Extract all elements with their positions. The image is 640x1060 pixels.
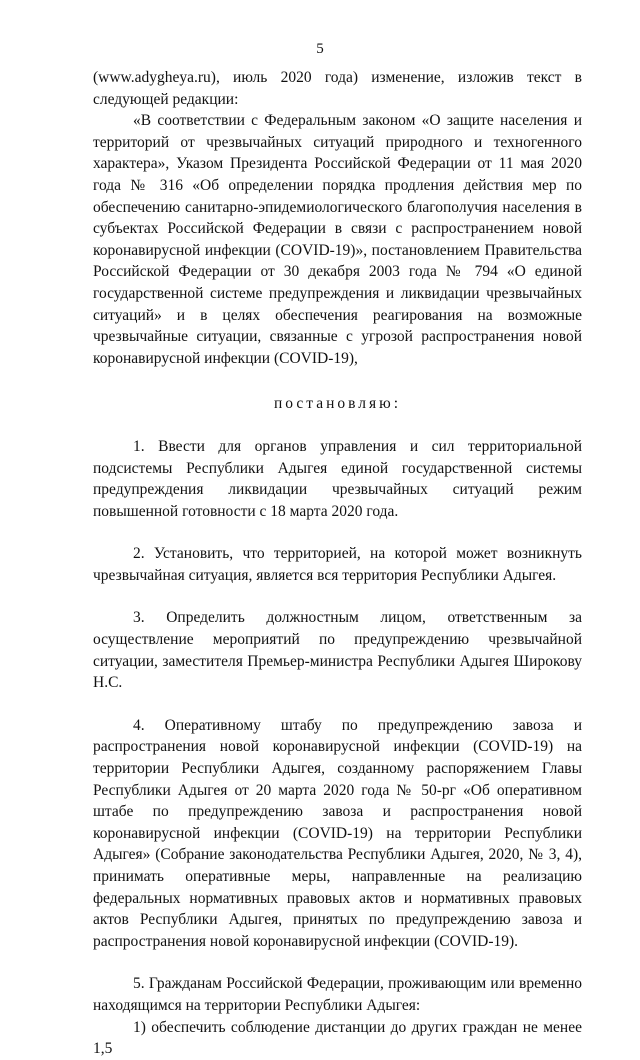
- paragraph-item-5-1: 1) обеспечить соблюдение дистанции до других граждан не менее 1,5: [93, 1018, 582, 1058]
- paragraph-intro: (www.adygheya.ru), июль 2020 года) изменение, изложив текст в следующей редакции:: [93, 69, 582, 108]
- page-number: 5: [316, 41, 324, 57]
- paragraph-item-2: 2. Установить, что территорией, на которой может возникнуть чрезвычайная ситуация, является вся территория Республики Адыгея.: [93, 545, 582, 584]
- paragraph-preamble: «В соответствии с Федеральным законом «О защите населения и территорий от чрезвычайных ситуаций природного и техногенного характера», Указом Президента Российской Федерации от 11 мая 2020 года № 316 «Об определении порядка продления действия мер по обеспечению санитарно-эпидемиологического благополучия населения в субъектах Российской Федерации в связи с распространением новой коронавирусной инфекции (COVID-19)», постановлением Правительства Российской Федерации от 30 декабря 2003 года № 794 «О единой государственной системе предупреждения и ликвидации чрезвычайных ситуаций» и в целях обеспечения реагирования на возможные чрезвычайные ситуации, связанные с угрозой распространения новой коронавирусной инфекции (COVID-19),: [93, 112, 582, 367]
- paragraph-item-1: 1. Ввести для органов управления и сил территориальной подсистемы Республики Адыгея единой государственной системы предупреждения ликвидации чрезвычайных ситуаций режим повышенной готовности с 18 марта 2020 года.: [93, 437, 582, 520]
- paragraph-item-4: 4. Оперативному штабу по предупреждению завоза и распространения новой коронавирусной инфекции (COVID-19) на территории Республики Адыгея, созданному распоряжением Главы Республики Адыгея от 20 марта 2020 года № 50-рг «Об оперативном штабе по предупреждению завоза и распространения новой коронавирусной инфекции (COVID-19) на территории Республики Адыгея» (Собрание законодательства Республики Адыгея, 2020, № 3, 4), принимать оперативные меры, направленные на реализацию федеральных нормативных правовых актов и нормативных правовых актов Республики Адыгея, принятых по предупреждению завоза и распространения новой коронавирусной инфекции (COVID-19).: [93, 716, 582, 950]
- paragraph-item-3: 3. Определить должностным лицом, ответственным за осуществление мероприятий по предупреждению чрезвычайной ситуации, заместителя Премьер-министра Республики Адыгея Широкову Н.С.: [93, 609, 582, 692]
- paragraph-item-5: 5. Гражданам Российской Федерации, проживающим или временно находящимся на территории Республики Адыгея:: [93, 975, 582, 1014]
- document-body: [93, 67, 582, 1060]
- resolution-heading: постановляю:: [273, 395, 402, 413]
